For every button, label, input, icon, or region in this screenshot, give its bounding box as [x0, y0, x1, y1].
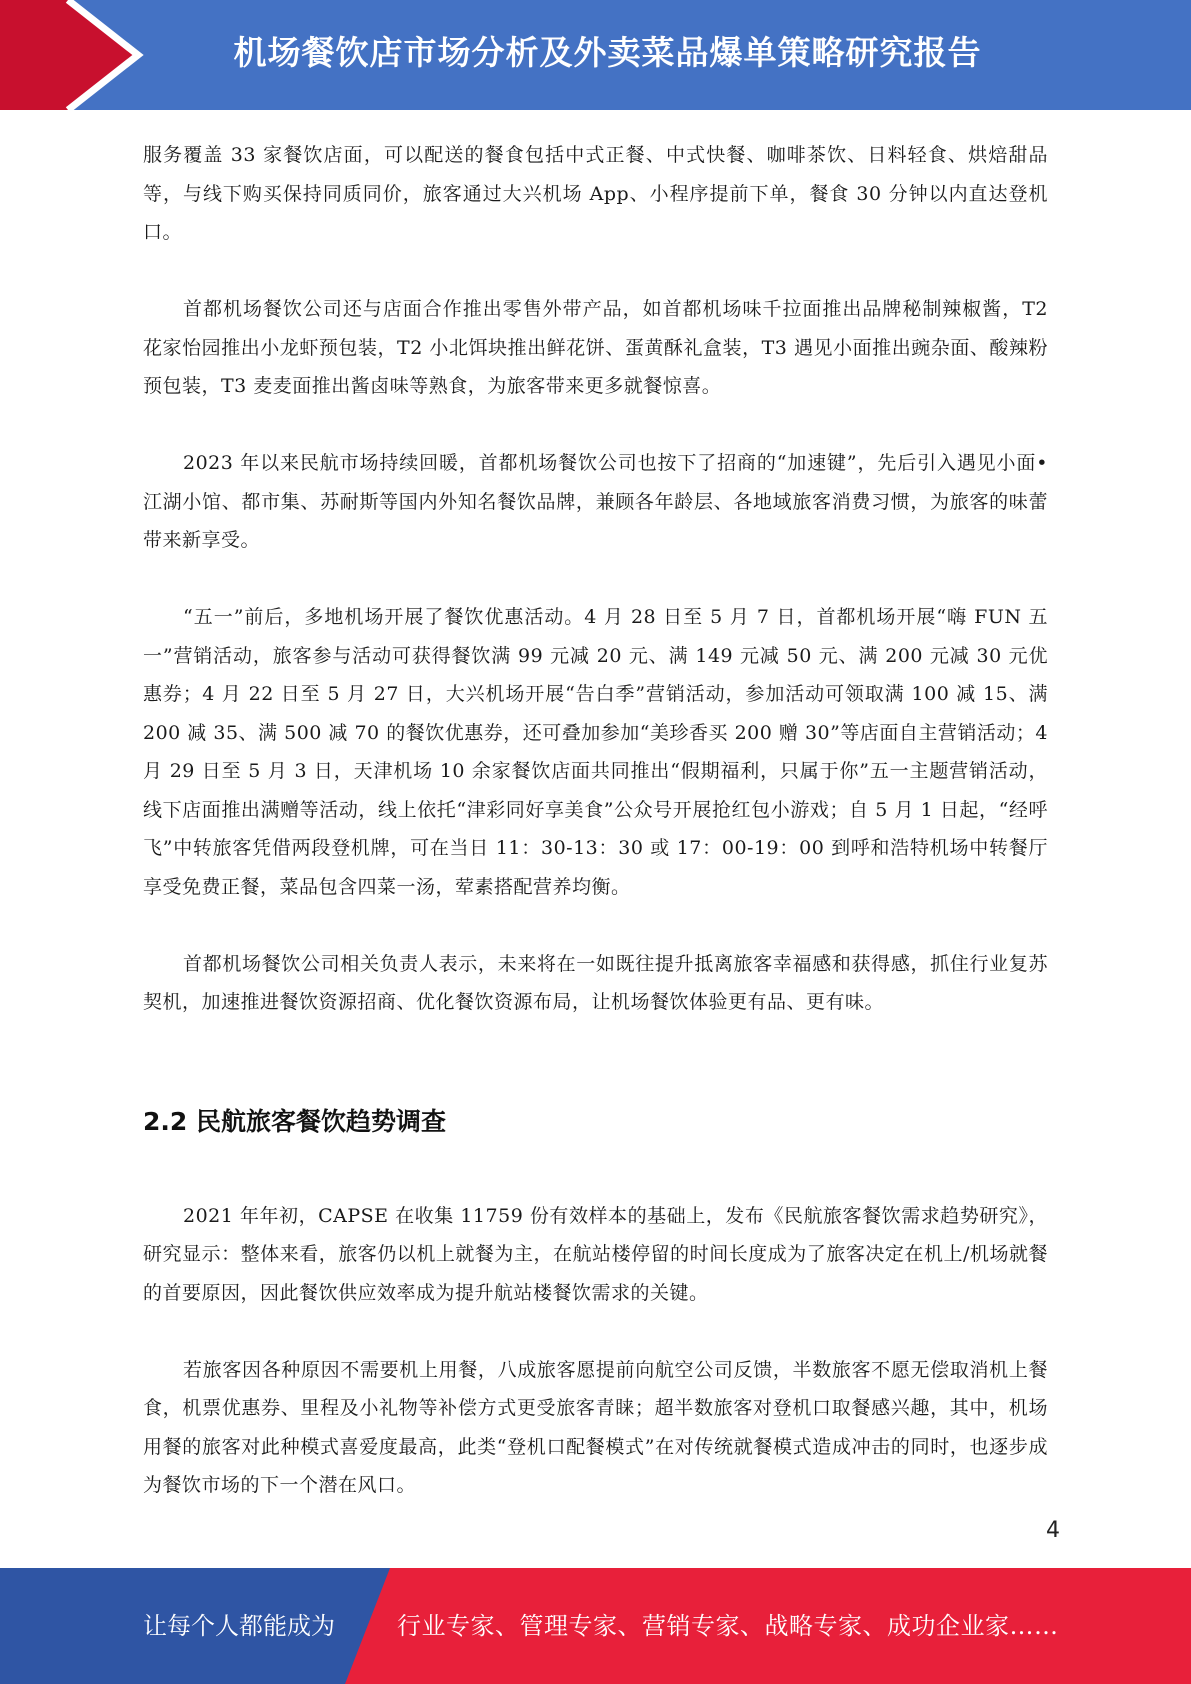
paragraph-retail-takeaway: 首都机场餐饮公司还与店面合作推出零售外带产品，如首都机场味千拉面推出品牌秘制辣椒酱，T2 花家怡园推出小龙虾预包装，T2 小北饵块推出鲜花饼、蛋黄酥礼盒装，T3 遇见小面推出豌杂面、酸辣粉预包装，T3 麦麦面推出酱卤味等熟食，为旅客带来更多就餐惊喜。 [143, 298, 1048, 397]
paragraph-gate-meal-mode: 若旅客因各种原因不需要机上用餐，八成旅客愿提前向航空公司反馈，半数旅客不愿无偿取消机上餐食，机票优惠券、里程及小礼物等补偿方式更受旅客青睐；超半数旅客对登机口取餐感兴趣，其中，机场用餐的旅客对此种模式喜爱度最高，此类“登机口配餐模式”在对传统就餐模式造成冲击的同时，也逐步成为餐饮市场的下一个潜在风口。 [143, 1358, 1048, 1496]
document-body [143, 136, 1048, 1505]
paragraph-may-day-promotions: “五一”前后，多地机场开展了餐饮优惠活动。4 月 28 日至 5 月 7 日，首都机场开展“嗨 FUN 五一”营销活动，旅客参与活动可获得餐饮满 99 元减 20 元、满 149 元减 50 元、满 200 元减 30 元优惠券；4 月 22 日至 5 月 27 日，大兴机场开展“告白季”营销活动，参加活动可领取满 100 减 15、满 200 减 35、满 500 减 70 的餐饮优惠券，还可叠加参加“美珍香买 200 赠 30”等店面自主营销活动；4 月 29 日至 5 月 3 日，天津机场 10 余家餐饮店面共同推出“假期福利，只属于你”五一主题营销活动，线下店面推出满赠等活动，线上依托“津彩同好享美食”公众号开展抢红包小游戏；自 5 月 1 日起，“经呼飞”中转旅客凭借两段登机牌，可在当日 11：30-13：30 或 17：00-19：00 到呼和浩特机场中转餐厅享受免费正餐，菜品包含四菜一汤，荤素搭配营养均衡。 [143, 606, 1048, 898]
footer-slogan-right: 行业专家、管理专家、营销专家、战略专家、成功企业家…… [397, 1612, 1059, 1640]
report-title: 机场餐饮店市场分析及外卖菜品爆单策略研究报告 [233, 33, 982, 72]
footer-band [0, 1568, 1191, 1684]
section-heading: 2.2 民航旅客餐饮趋势调查 [143, 1106, 446, 1136]
paragraph-brand-recruitment: 2023 年以来民航市场持续回暖，首都机场餐饮公司也按下了招商的“加速键”，先后引入遇见小面•江湖小馆、都市集、苏耐斯等国内外知名餐饮品牌，兼顾各年龄层、各地域旅客消费习惯，为旅客的味蕾带来新享受。 [143, 452, 1048, 551]
paragraph-future-plans: 首都机场餐饮公司相关负责人表示，未来将在一如既往提升抵离旅客幸福感和获得感，抓住行业复苏契机，加速推进餐饮资源招商、优化餐饮资源布局，让机场餐饮体验更有品、更有味。 [143, 952, 1048, 1013]
paragraph-capse-survey: 2021 年年初，CAPSE 在收集 11759 份有效样本的基础上，发布《民航旅客餐饮需求趋势研究》，研究显示：整体来看，旅客仍以机上就餐为主，在航站楼停留的时间长度成为了旅客决定在机上/机场就餐的首要原因，因此餐饮供应效率成为提升航站楼餐饮需求的关键。 [143, 1204, 1048, 1304]
paragraph-delivery-service: 服务覆盖 33 家餐饮店面，可以配送的餐食包括中式正餐、中式快餐、咖啡茶饮、日料轻食、烘焙甜品等，与线下购买保持同质同价，旅客通过大兴机场 App、小程序提前下单，餐食 30 分钟以内直达登机口。 [143, 144, 1048, 243]
header-band [0, 0, 1191, 110]
page-number: 4 [1046, 1518, 1060, 1543]
footer-slogan-left: 让每个人都能成为 [143, 1612, 335, 1640]
